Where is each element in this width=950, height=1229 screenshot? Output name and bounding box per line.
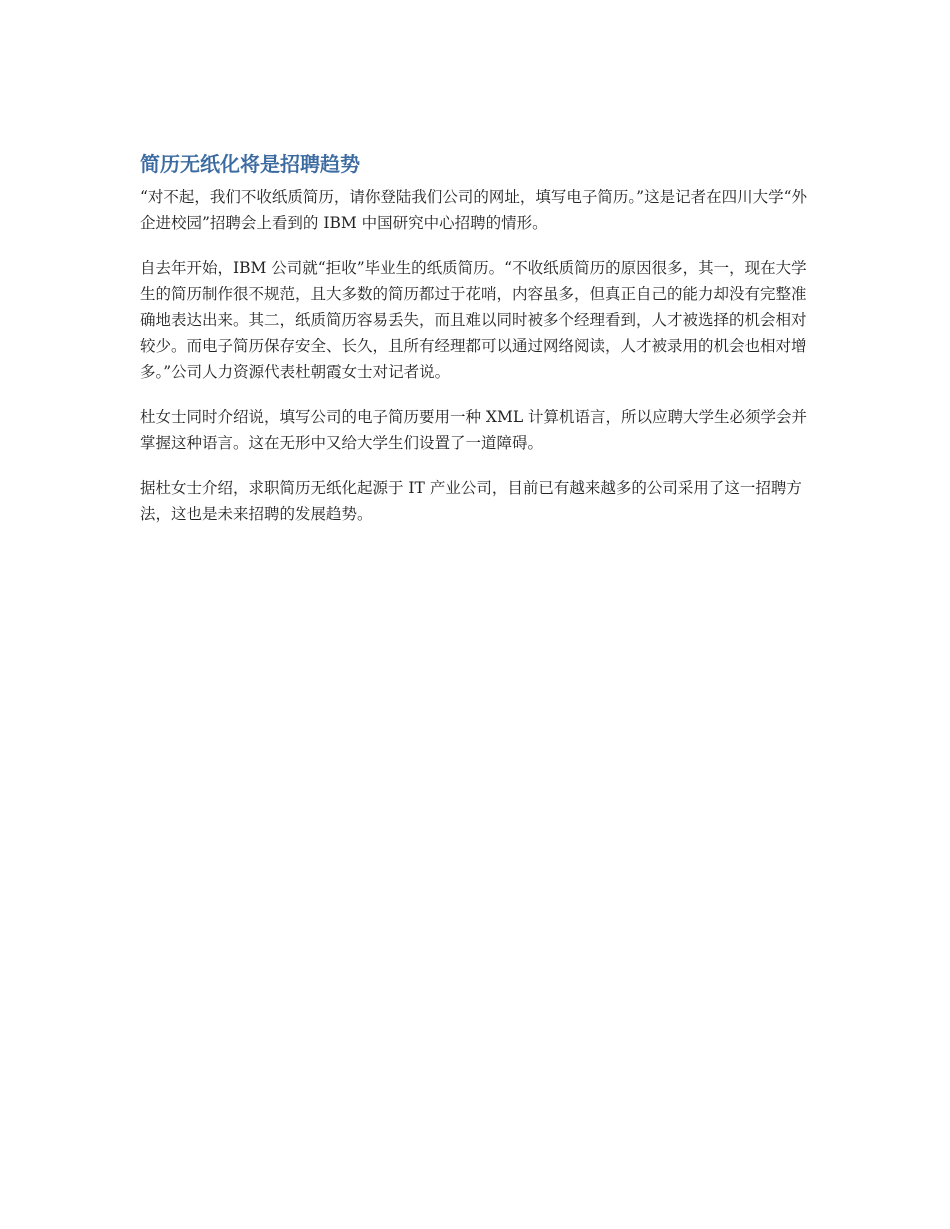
paragraph-4: 据杜女士介绍，求职简历无纸化起源于 IT 产业公司，目前已有越来越多的公司采用了这一招聘方法，这也是未来招聘的发展趋势。 bbox=[140, 479, 802, 523]
paragraph-3: 杜女士同时介绍说，填写公司的电子简历要用一种 XML 计算机语言，所以应聘大学生必须学会并掌握这种语言。这在无形中又给大学生们设置了一道障碍。 bbox=[140, 408, 808, 452]
article-title: 简历无纸化将是招聘趋势 bbox=[140, 152, 360, 176]
article-body bbox=[140, 148, 810, 546]
paragraph-1: “对不起，我们不收纸质简历，请你登陆我们公司的网址，填写电子简历。”这是记者在四川大学“外企进校园”招聘会上看到的 IBM 中国研究中心招聘的情形。 bbox=[140, 188, 808, 232]
paragraph-2: 自去年开始，IBM 公司就“拒收”毕业生的纸质简历。“不收纸质简历的原因很多，其一，现在大学生的简历制作很不规范，且大多数的简历都过于花哨，内容虽多，但真正自己的能力却没有完整准确地表达出来。其二，纸质简历容易丢失，而且难以同时被多个经理看到，人才被选择的机会相对较少。而电子简历保存安全、长久，且所有经理都可以通过网络阅读，人才被录用的机会也相对增多。”公司人力资源代表杜朝霞女士对记者说。 bbox=[140, 259, 807, 381]
